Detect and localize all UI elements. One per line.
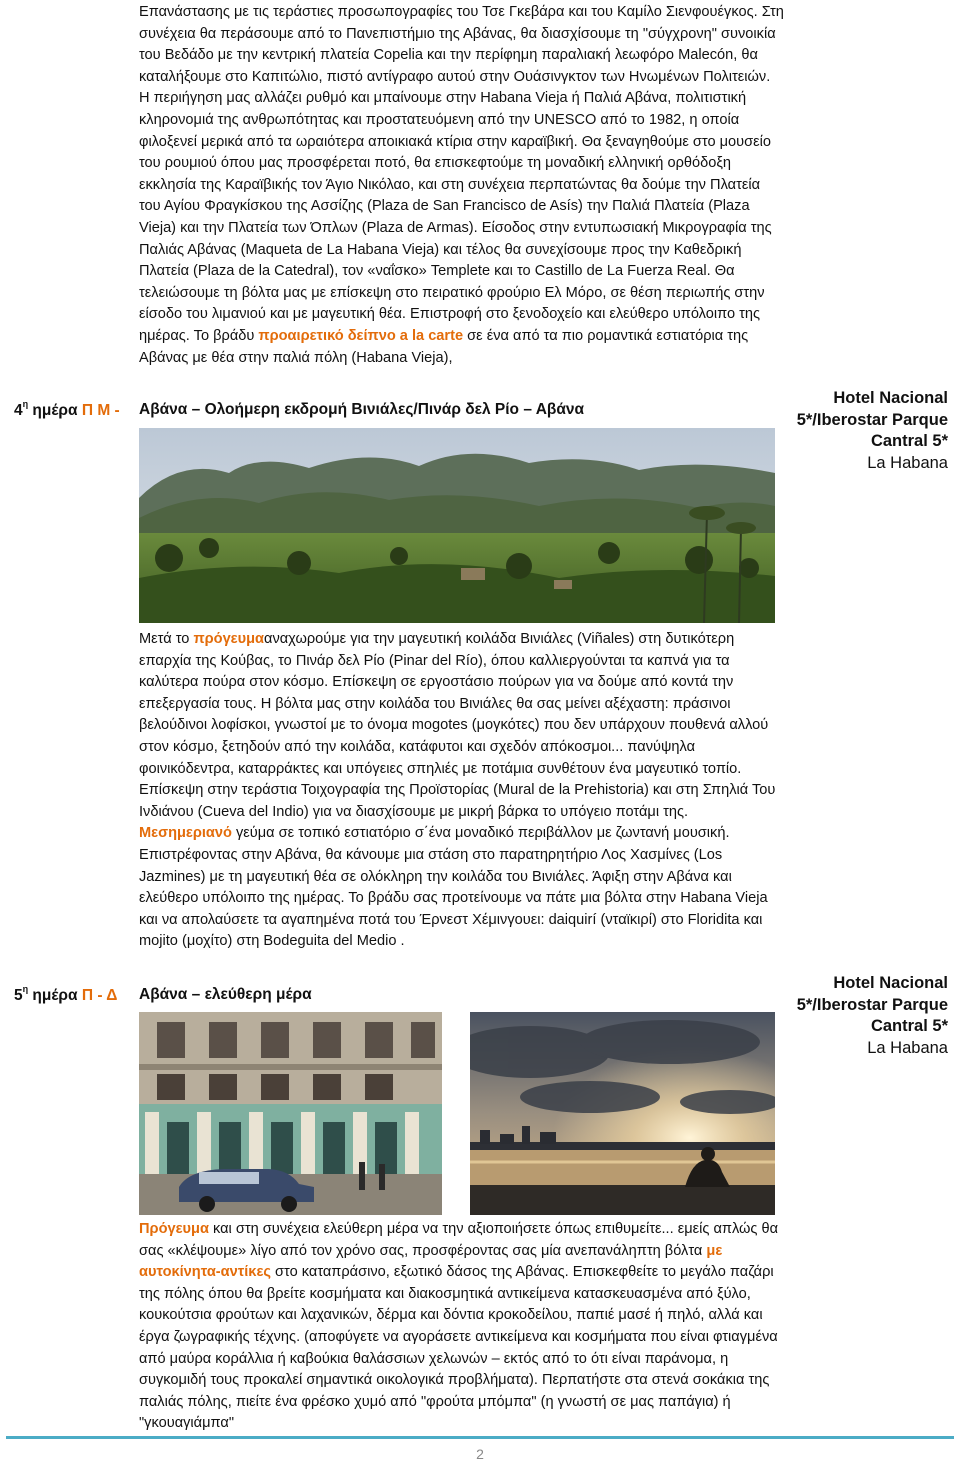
day4-highlight-breakfast: πρόγευμα <box>193 631 265 647</box>
day5-text-mid: και στη συνέχεια ελεύθερη μέρα να την αξιοποιήσετε όπως επιθυμείτε... εμείς απλώς θα σας «κλέψουμε» λίγο από τον χρόνο σας, προσφέροντας σας μία ανεπανάληπτη βόλτα <box>139 1221 779 1259</box>
day5-text-end: στο καταπράσινο, εξωτικό δάσος της Αβάνας. Επισκεφθείτε το μεγάλο παζάρι της πόλης όπου θα βρείτε κοσμήματα και διακοσμητικά αντικείμενα κατασκευασμένα από ξύλο, κουκούτσια φρούτων και λαχανικών, δέρμα και δόντια κροκοδείλου, παπιέ μασέ ή πηλό, αλλά και έργα ζωγραφικής τέχνης. (αποφύγετε να αγοράσετε αντικείμενα και κοσμήματα που είναι φτιαγμένα από μαύρα κοράλλια ή καβούκια θαλάσσιων χελωνών – εκτός από το ότι είναι παράνομα, η συγκομιδή τους προκαλεί σημαντικά οικολογικά προβλήματα). Περπατήστε στα στενά σοκάκια της παλιάς πόλης, πιείτε ένα φρέσκο χυμό από "φρούτα μπόμπα" (η γνωστή σε μας παπάγια) ή "γκουαγιάμπα" <box>139 1264 778 1432</box>
day5-hotel-city: La Habana <box>867 1038 948 1057</box>
page-number: 2 <box>476 1446 484 1462</box>
day5-number: 5 <box>14 987 23 1005</box>
day4-paragraph <box>139 629 784 953</box>
vinales-valley-photo <box>139 428 775 623</box>
day5-highlight-cars: με αυτοκίνητα-αντίκες <box>139 1242 723 1281</box>
day4-number: 4 <box>14 402 23 420</box>
intro-highlight: προαιρετικό δείπνο a la carte <box>258 327 464 344</box>
intro-paragraph <box>139 2 784 369</box>
havana-street-photo <box>139 1012 442 1215</box>
footer-rule <box>6 1436 954 1439</box>
day4-text-end: γεύμα σε τοπικό εστιατόριο σ΄ένα μοναδικό περιβάλλον με ζωντανή μουσική. Επιστρέφοντας στην Αβάνα, θα κάνουμε μια στάση στο παρατηρητήριο Λος Χασμίνες (Los Jazmines) με τη μαγευτική θέα σε ολόκληρη την κοιλάδα του Βινιάλες. Άφιξη στην Αβάνα και ελεύθερο υπόλοιπο της ημέρας. Το βράδυ σας προτείνουμε να πάτε μια βόλτα στην Habana Vieja και να απολαύσετε τα αγαπημένα ποτά του Έρνεστ Χέμινγουει: daiquirí (νταϊκιρί) στο Floridita και mojito (μοχίτο) στη Bodeguita del Medio . <box>139 825 768 950</box>
day5-hotel-line3: Cantral 5* <box>870 1017 948 1035</box>
day5-hotel-line2: 5*/Iberostar Parque <box>796 995 948 1014</box>
intro-text: Επανάστασης με τις τεράστιες προσωπογραφίες του Τσε Γκεβάρα και του Καμίλο Σιενφουέγκος. Στη συνέχεια θα περάσουμε από το Πανεπιστήμιο της Αβάνας, θα διασχίσουμε τη "σύγχρονη" συνοικία του Βεδάδο με την κεντρική πλατεία Copelia και την περίφημη παραλιακή λεωφόρο Malecón, θα καταλήξουμε στο Καπιτώλιο, πιστό αντίγραφο αυτού στην Ουάσινγκτον των Ηνωμένων Πολιτειών. Η περιήγηση μας αλλάζει ρυθμό και μπαίνουμε στην Habana Vieja ή Παλιά Αβάνα, πολιτιστική κληρονομιά της ανθρωπότητας και προστατευόμενη από την UNESCO από το 1982, η οποία φιλοξενεί μερικά από τα ωραιότερα αποικιακά κτίρια στην καραϊβική. Θα ξεναγηθούμε στο μουσείο του ρουμιού όπου μας προσφέρεται ποτό, θα επισκεφτούμε τη μοναδική ελληνική ορθόδοξη εκκλησία της Καραϊβικής τον Άγιο Νικόλαο, και στη συνέχεια περπατώντας θα δούμε την Πλατεία του Αγίου Φραγκίσκου της Ασσίζης (Plaza de San Francisco de Asís) την Παλιά Πλατεία (Plaza Vieja) και την Πλατεία των Όπλων (Plaza de Armas). Είσοδος στην εντυπωσιακή Μικρογραφία της Παλιάς Αβάνας (Maqueta de La Habana Vieja) και τέλος θα συνεχίσουμε προς την Καθεδρική Πλατεία (Plaza de la Catedral), τον «ναΐσκο» Templete και το Castillo de La Fuerza Real. Θα τελειώσουμε τη βόλτα μας με επίσκεψη στο πειρατικό φρούριο Ελ Μόρο, σε θέση περιωπής στην είσοδο του λιμανιού και με μαγευτική θέα. Επιστροφή στο ξενοδοχείο και ελεύθερο υπόλοιπο της ημέρας. Το βράδυ <box>139 4 784 344</box>
day5-title: Αβάνα – ελεύθερη μέρα <box>139 986 312 1003</box>
day5-dash: - <box>93 987 107 1005</box>
day4-dash: - <box>110 402 120 420</box>
day4-hotel-line2: 5*/Iberostar Parque <box>796 410 948 429</box>
day4-hotel-line1: Hotel Nacional <box>833 389 948 407</box>
day4-ordinal: η <box>22 399 29 409</box>
day4-text-mid: αναχωρούμε για την μαγευτική κοιλάδα Βινιάλες (Viñales) στη δυτικότερη επαρχία της Κούβας, το Πινάρ δελ Ρίο (Pinar del Río), όπου καλλιεργούνται τα καπνά για τα καλύτερα πούρα στον κόσμο. Επίσκεψη σε εργοστάσιο πούρων για να δούμε από κοντά την επεξεργασία τους. Η βόλτα μας στην κοιλάδα του Βινιάλες θα σας μείνει αξέχαστη: πράσινοι βελούδινοι λοφίσκοι, γνωστοί με το όνομα mogotes (μογκότες) που δεν υπάρχουν πουθενά αλλού στον κόσμο, ξετηδούν από την κοιλάδα, κατάφυτοι και σχεδόν απόκοσμοι... πανύψηλα φοινικόδεντρα, καταρράκτες και υπόγειες σπηλιές με ποτάμια συνθέτουν ένα μαγευτικό τοπίο. Επίσκεψη στην τεράστια Τοιχογραφία της Προϊστορίας (Mural de la Prehistoria) και στη Σπηλιά Του Ινδιάνου (Cueva del Indio) για να διασχίσουμε με μικρή βάρκα το υπόγειο ποτάμι της. <box>139 631 776 820</box>
day4-text-pre: Μετά το <box>139 631 194 647</box>
day4-hotel-city: La Habana <box>867 453 948 472</box>
day5-highlight-breakfast: Πρόγευμα <box>139 1221 209 1237</box>
day4-label <box>14 401 120 420</box>
day5-paragraph <box>139 1219 784 1435</box>
day5-hotel-line1: Hotel Nacional <box>833 974 948 992</box>
malecon-sunset-photo <box>470 1012 775 1215</box>
day5-hotel <box>788 973 948 1059</box>
day5-ordinal: η <box>22 984 29 994</box>
day5-meal-code2: Δ <box>106 987 118 1005</box>
day4-hotel <box>788 388 948 474</box>
day4-meal-code: Π Μ <box>81 402 111 420</box>
day4-title: Αβάνα – Ολοήμερη εκδρομή Βινιάλες/Πινάρ δελ Ρίο – Αβάνα <box>139 401 585 418</box>
day5-meal-code: Π <box>81 987 94 1005</box>
day5-label-text: ημέρα <box>28 987 82 1005</box>
day4-hotel-line3: Cantral 5* <box>870 432 948 450</box>
day4-highlight-lunch: Μεσημεριανό <box>139 825 232 842</box>
day5-label <box>14 986 117 1005</box>
day4-label-text: ημέρα <box>28 402 82 420</box>
intro-tail: σε ένα από τα πιο ρομαντικά εστιατόρια της Αβάνας με θέα στην παλιά πόλη (Habana Vieja), <box>139 327 749 366</box>
